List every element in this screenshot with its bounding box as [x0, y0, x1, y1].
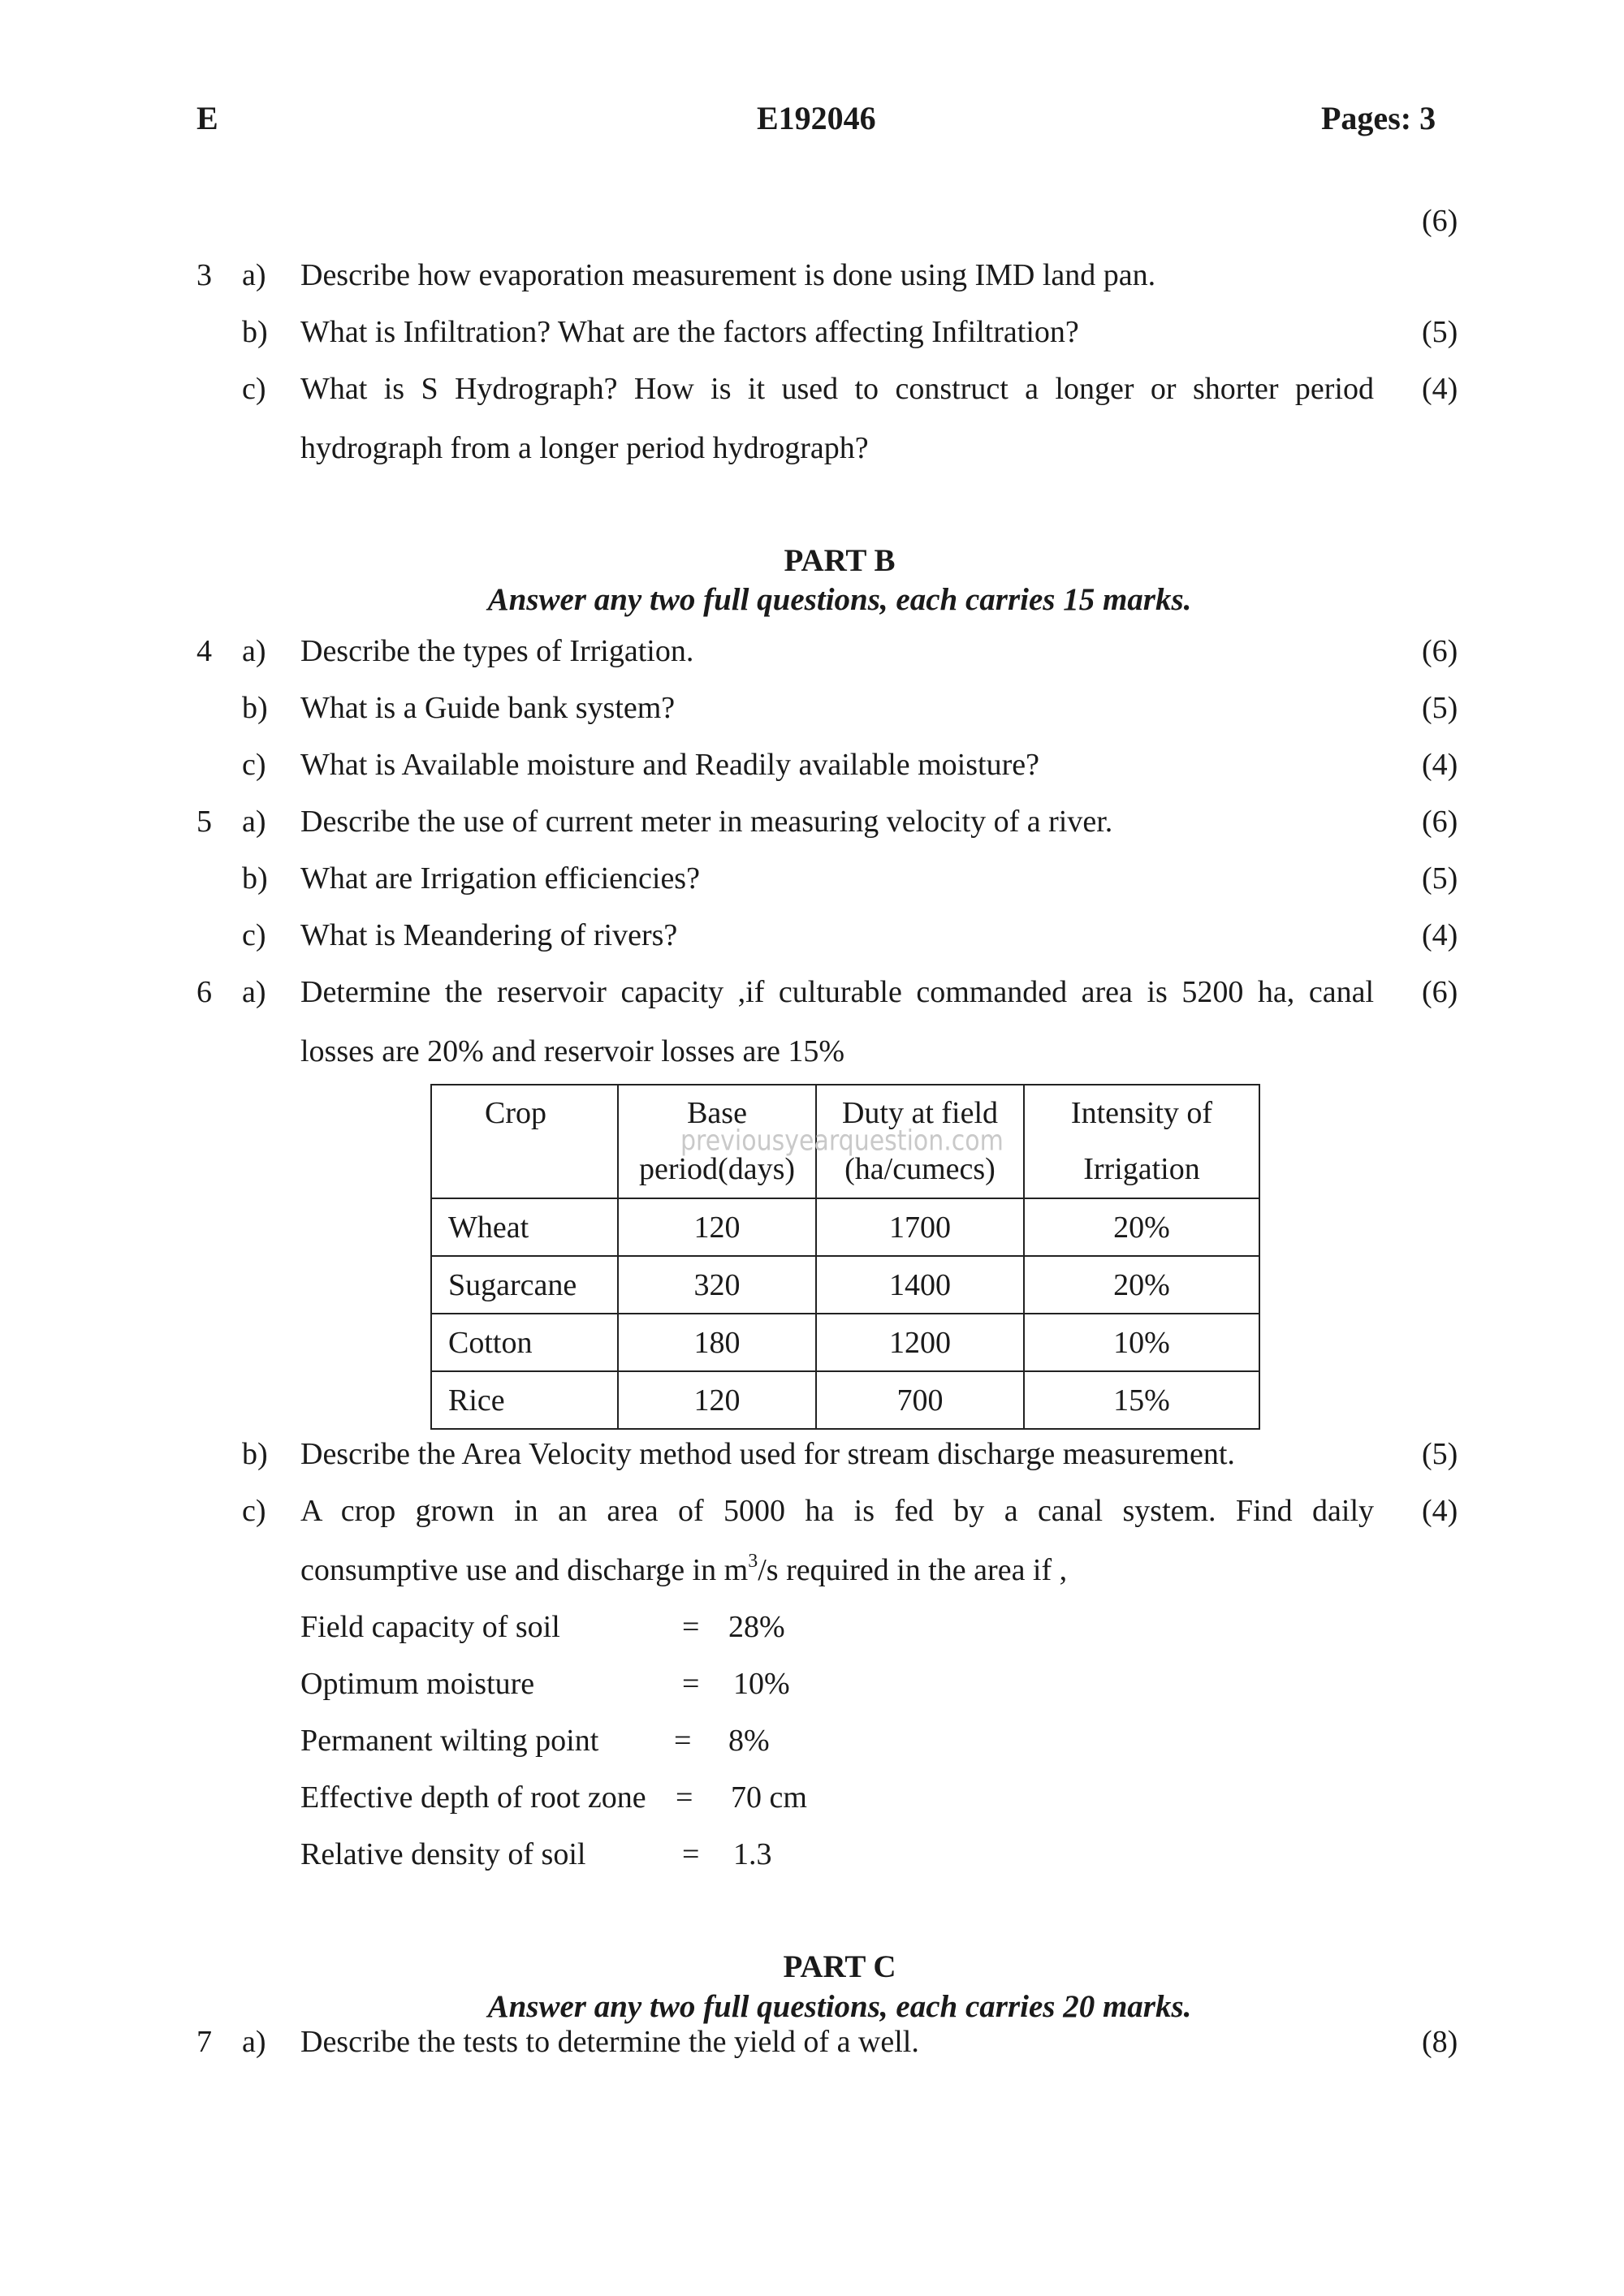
question-marks: (6) [1422, 975, 1458, 1009]
table-cell: Rice [431, 1371, 618, 1429]
table-cell: Wheat [431, 1198, 618, 1256]
question-text: Describe the types of Irrigation. [300, 634, 694, 668]
question-sub: b) [242, 861, 268, 896]
question-marks: (5) [1422, 315, 1458, 349]
param-equals: = [676, 1780, 693, 1815]
table-cell: 320 [618, 1256, 816, 1314]
table-cell: 700 [816, 1371, 1024, 1429]
question-text: What are Irrigation efficiencies? [300, 861, 700, 896]
header-code: E192046 [757, 100, 876, 136]
table-row [431, 1256, 1259, 1314]
question-text: Describe the tests to determine the yield of a well. [300, 2025, 919, 2059]
question-text: What is a Guide bank system? [300, 691, 676, 725]
param-label: Permanent wilting point [300, 1724, 599, 1758]
question-marks: (6) [1422, 634, 1458, 668]
table-cell: 1400 [816, 1256, 1024, 1314]
question-sub: a) [242, 805, 266, 839]
table-row [431, 1371, 1259, 1429]
question-sub: a) [242, 2025, 266, 2059]
table-cell: 10% [1024, 1314, 1259, 1371]
part-c-instructions: Answer any two full questions, each carries 20 marks. [487, 1989, 1192, 2024]
table-cell: 120 [618, 1198, 816, 1256]
param-value: 28% [728, 1610, 785, 1644]
question-text: What is Available moisture and Readily available moisture? [300, 748, 1039, 782]
param-label: Effective depth of root zone [300, 1780, 646, 1815]
header-series: E [197, 100, 218, 136]
param-label: Relative density of soil [300, 1837, 586, 1871]
question-number: 5 [197, 805, 212, 839]
table-header-cell: Crop [431, 1085, 618, 1198]
question-sub: c) [242, 748, 266, 782]
question-marks: (5) [1422, 861, 1458, 896]
question-marks: (4) [1422, 918, 1458, 952]
table-cell: 1200 [816, 1314, 1024, 1371]
question-text: What is S Hydrograph? How is it used to construct a longer or shorter period [300, 372, 1374, 406]
question-marks: (8) [1422, 2025, 1458, 2059]
question-marks: (4) [1422, 1494, 1458, 1528]
part-c-title: PART C [783, 1949, 896, 1984]
param-value: 70 cm [731, 1780, 807, 1815]
param-value: 1.3 [733, 1837, 772, 1871]
param-value: 8% [728, 1724, 770, 1758]
param-equals: = [682, 1837, 700, 1871]
question-6a-continuation: losses are 20% and reservoir losses are 15% [300, 1034, 845, 1068]
question-marks: (4) [1422, 748, 1458, 782]
table-header-cell: Duty at field (ha/cumecs) [816, 1085, 1024, 1198]
table-cell: 120 [618, 1371, 816, 1429]
question-marks: (5) [1422, 691, 1458, 725]
table-header-cell: Base period(days) [618, 1085, 816, 1198]
question-marks: (6) [1422, 805, 1458, 839]
table-cell: 20% [1024, 1198, 1259, 1256]
question-text: Describe the Area Velocity method used for stream discharge measurement. [300, 1437, 1235, 1471]
question-text: Describe the use of current meter in measuring velocity of a river. [300, 805, 1113, 839]
question-marks: (4) [1422, 372, 1458, 406]
param-equals: = [682, 1610, 700, 1644]
question-text: A crop grown in an area of 5000 ha is fed by a canal system. Find daily [300, 1494, 1374, 1528]
param-equals: = [682, 1667, 700, 1701]
question-text: What is Infiltration? What are the factors affecting Infiltration? [300, 315, 1079, 349]
table-cell: Cotton [431, 1314, 618, 1371]
question-number: 3 [197, 258, 212, 292]
question-number: 7 [197, 2025, 212, 2059]
question-3c-continuation: hydrograph from a longer period hydrograph? [300, 431, 869, 465]
table-cell: Sugarcane [431, 1256, 618, 1314]
question-sub: c) [242, 918, 266, 952]
question-sub: a) [242, 634, 266, 668]
header-pages: Pages: 3 [1321, 100, 1436, 136]
question-sub: a) [242, 258, 266, 292]
question-text: Describe how evaporation measurement is done using IMD land pan. [300, 258, 1156, 292]
param-label: Optimum moisture [300, 1667, 535, 1701]
question-sub: b) [242, 315, 268, 349]
table-cell: 1700 [816, 1198, 1024, 1256]
question-6c-continuation: consumptive use and discharge in $m^3/s$ required in the area if , [300, 1551, 1068, 1587]
table-row [431, 1198, 1259, 1256]
question-marks: (5) [1422, 1437, 1458, 1471]
table-cell: 15% [1024, 1371, 1259, 1429]
param-value: 10% [733, 1667, 790, 1701]
question-sub: a) [242, 975, 266, 1009]
part-b-title: PART B [784, 543, 896, 578]
table-cell: 20% [1024, 1256, 1259, 1314]
question-sub: b) [242, 691, 268, 725]
param-label: Field capacity of soil [300, 1610, 560, 1644]
carry-marks: (6) [1422, 204, 1458, 238]
question-sub: b) [242, 1437, 268, 1471]
table-cell: 180 [618, 1314, 816, 1371]
question-number: 6 [197, 975, 212, 1009]
question-sub: c) [242, 1494, 266, 1528]
watermark: previousyearquestion.com [680, 1124, 1004, 1158]
question-text: Determine the reservoir capacity ,if culturable commanded area is 5200 ha, canal [300, 975, 1374, 1009]
question-sub: c) [242, 372, 266, 406]
question-text: What is Meandering of rivers? [300, 918, 678, 952]
table-row [431, 1314, 1259, 1371]
param-equals: = [674, 1724, 692, 1758]
part-b-instructions: Answer any two full questions, each carries 15 marks. [487, 582, 1192, 617]
table-header-cell: Intensity of Irrigation [1024, 1085, 1259, 1198]
question-number: 4 [197, 634, 212, 668]
